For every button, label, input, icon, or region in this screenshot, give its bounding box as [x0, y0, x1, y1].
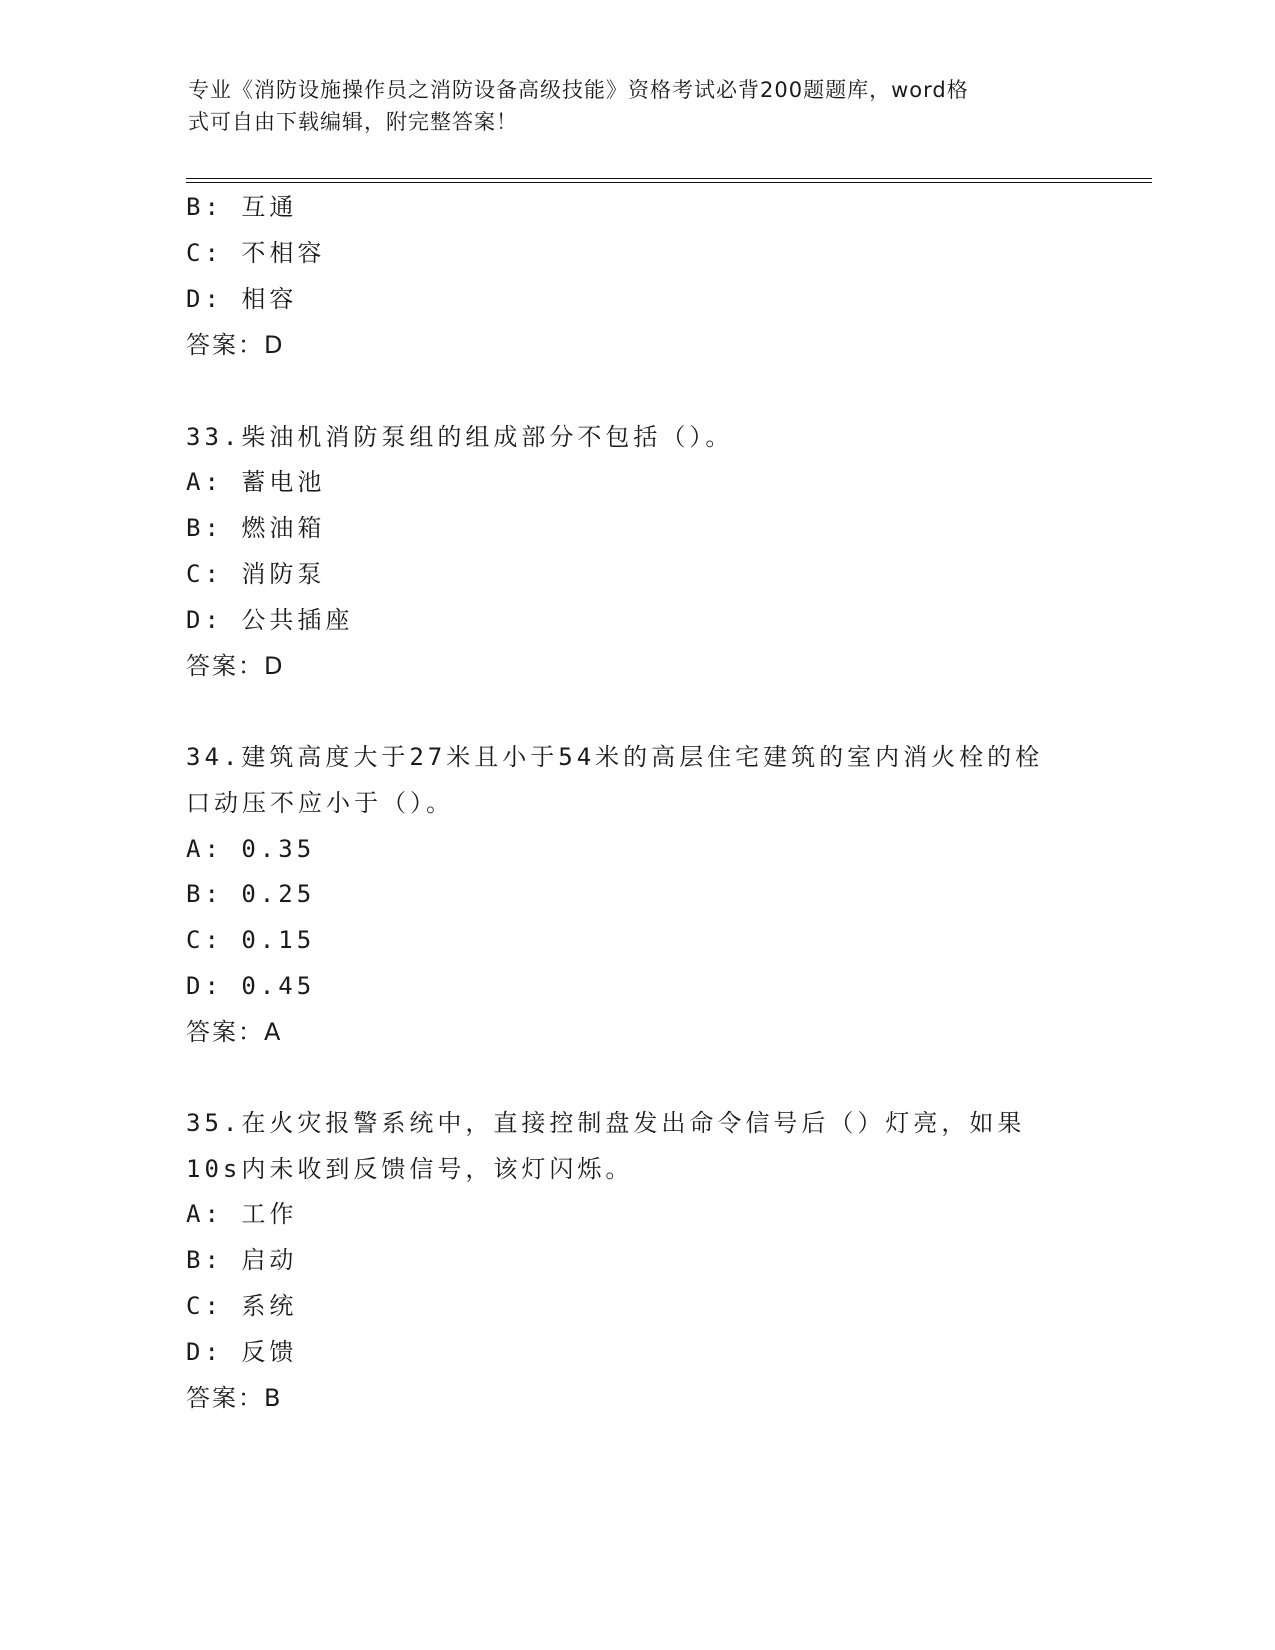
header-divider-bottom — [186, 182, 1152, 183]
q35-option-b: B: 启动 — [186, 1246, 298, 1274]
q33-answer: 答案：D — [186, 652, 285, 680]
q35-answer: 答案：B — [186, 1384, 283, 1412]
q34-option-d: D: 0.45 — [186, 972, 316, 1000]
q32-option-c: C: 不相容 — [186, 239, 326, 267]
q32-answer: 答案：D — [186, 331, 285, 359]
q33-option-a: A: 蓄电池 — [186, 468, 326, 496]
header-line-1: 专业《消防设施操作员之消防设备高级技能》资格考试必背200题题库，word格 — [188, 78, 969, 102]
q33-option-b: B: 燃油箱 — [186, 514, 326, 542]
q34-option-a: A: 0.35 — [186, 835, 316, 863]
header-line-2: 式可自由下载编辑，附完整答案！ — [188, 110, 518, 134]
q35-option-d: D: 反馈 — [186, 1338, 298, 1366]
q35-option-a: A: 工作 — [186, 1200, 298, 1228]
q33-question: 33.柴油机消防泵组的组成部分不包括（）。 — [186, 423, 734, 451]
q34-question-line-1: 34.建筑高度大于27米且小于54米的高层住宅建筑的室内消火栓的栓 — [186, 743, 1044, 771]
q34-question-line-2: 口动压不应小于（）。 — [186, 789, 454, 817]
q34-answer: 答案：A — [186, 1018, 283, 1046]
q34-option-b: B: 0.25 — [186, 880, 316, 908]
q32-option-d: D: 相容 — [186, 285, 298, 313]
q33-option-d: D: 公共插座 — [186, 606, 354, 634]
header-divider-top — [186, 178, 1152, 179]
q35-question-line-1: 35.在火灾报警系统中，直接控制盘发出命令信号后（）灯亮，如果 — [186, 1109, 1026, 1137]
page-header — [188, 74, 1068, 138]
q32-option-b: B: 互通 — [186, 193, 298, 221]
q33-option-c: C: 消防泵 — [186, 560, 326, 588]
q35-question-line-2: 10s内未收到反馈信号，该灯闪烁。 — [186, 1155, 634, 1183]
q34-option-c: C: 0.15 — [186, 926, 316, 954]
q35-option-c: C: 系统 — [186, 1292, 298, 1320]
